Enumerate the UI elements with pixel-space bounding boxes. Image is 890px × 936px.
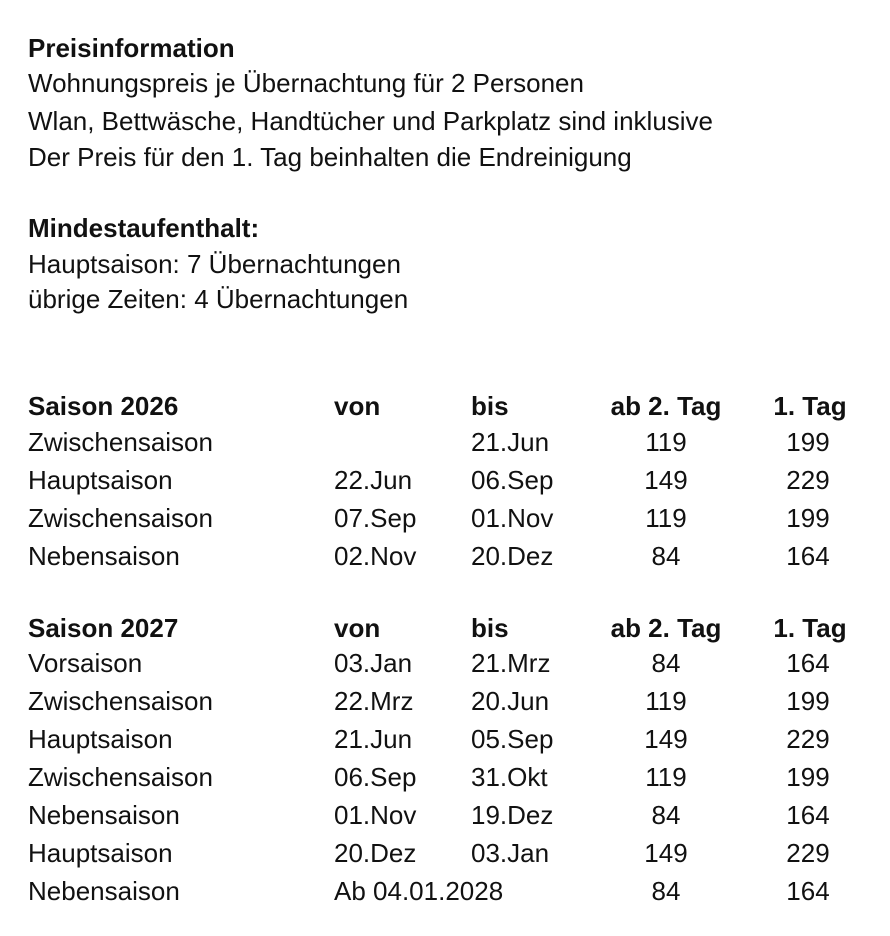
table-row [0, 645, 890, 681]
price-day1: 229 [786, 724, 830, 754]
price-from-day2: 84 [651, 876, 681, 906]
date-to: 20.Jun [471, 686, 550, 716]
price-info-title: Preisinformation [28, 33, 235, 63]
date-to: 21.Mrz [471, 648, 551, 678]
date-to: 19.Dez [471, 800, 554, 830]
date-to: 21.Jun [471, 427, 550, 457]
season-name: Zwischensaison [28, 686, 213, 716]
date-range: Ab 04.01.2028 [334, 876, 504, 906]
bis-header: bis [471, 391, 509, 421]
season-name-header: Saison 2026 [28, 391, 179, 421]
price-day1: 164 [786, 541, 830, 571]
date-from: 21.Jun [334, 724, 413, 754]
season-name: Zwischensaison [28, 762, 213, 792]
price-day1: 199 [786, 762, 830, 792]
min-stay-title: Mindestaufenthalt: [28, 213, 260, 243]
date-from: 22.Mrz [334, 686, 414, 716]
von-header: von [334, 391, 381, 421]
price-day1-header: 1. Tag [773, 613, 847, 643]
date-from: 07.Sep [334, 503, 417, 533]
table-header-row [0, 610, 890, 646]
table-row [0, 835, 890, 871]
date-from: 02.Nov [334, 541, 417, 571]
price-from-day2-header: ab 2. Tag [610, 391, 722, 421]
table-row [0, 538, 890, 574]
price-day1: 199 [786, 686, 830, 716]
season-name: Hauptsaison [28, 465, 173, 495]
von-header: von [334, 613, 381, 643]
price-info-line: Wohnungspreis je Übernachtung für 2 Personen [28, 68, 584, 98]
price-from-day2-header: ab 2. Tag [610, 613, 722, 643]
table-row [0, 462, 890, 498]
season-name: Hauptsaison [28, 838, 173, 868]
season-name: Zwischensaison [28, 427, 213, 457]
price-from-day2: 119 [645, 503, 687, 533]
price-from-day2: 119 [645, 686, 687, 716]
price-day1: 199 [786, 427, 830, 457]
season-name: Hauptsaison [28, 724, 173, 754]
table-row [0, 873, 890, 909]
price-day1: 164 [786, 648, 830, 678]
season-name: Zwischensaison [28, 503, 213, 533]
price-from-day2: 149 [644, 724, 688, 754]
season-name: Nebensaison [28, 541, 180, 571]
price-day1: 164 [786, 800, 830, 830]
date-to: 06.Sep [471, 465, 554, 495]
date-to: 03.Jan [471, 838, 550, 868]
min-stay-line: übrige Zeiten: 4 Übernachtungen [28, 284, 409, 314]
table-header-row [0, 388, 890, 424]
table-row [0, 759, 890, 795]
min-stay-line: Hauptsaison: 7 Übernachtungen [28, 249, 401, 279]
date-to: 20.Dez [471, 541, 554, 571]
date-to: 01.Nov [471, 503, 554, 533]
date-from: 01.Nov [334, 800, 417, 830]
price-info-line: Der Preis für den 1. Tag beinhalten die Endreinigung [28, 142, 632, 172]
season-name: Nebensaison [28, 800, 180, 830]
price-day1: 229 [786, 465, 830, 495]
price-from-day2: 149 [644, 465, 688, 495]
price-from-day2: 84 [651, 800, 681, 830]
price-day1: 199 [786, 503, 830, 533]
table-row [0, 500, 890, 536]
price-from-day2: 119 [645, 762, 687, 792]
date-from: 06.Sep [334, 762, 417, 792]
table-row [0, 424, 890, 460]
price-day1: 229 [786, 838, 830, 868]
season-name: Nebensaison [28, 876, 180, 906]
price-from-day2: 84 [651, 541, 681, 571]
date-to: 31.Okt [471, 762, 548, 792]
price-info-line: Wlan, Bettwäsche, Handtücher und Parkplatz sind inklusive [28, 106, 714, 136]
price-from-day2: 84 [651, 648, 681, 678]
date-from: 03.Jan [334, 648, 413, 678]
table-row [0, 797, 890, 833]
season-name: Vorsaison [28, 648, 143, 678]
date-to: 05.Sep [471, 724, 554, 754]
price-from-day2: 119 [645, 427, 687, 457]
price-day1-header: 1. Tag [773, 391, 847, 421]
bis-header: bis [471, 613, 509, 643]
table-row [0, 683, 890, 719]
price-from-day2: 149 [644, 838, 688, 868]
date-from: 22.Jun [334, 465, 413, 495]
table-row [0, 721, 890, 757]
date-from: 20.Dez [334, 838, 417, 868]
season-name-header: Saison 2027 [28, 613, 179, 643]
price-day1: 164 [786, 876, 830, 906]
